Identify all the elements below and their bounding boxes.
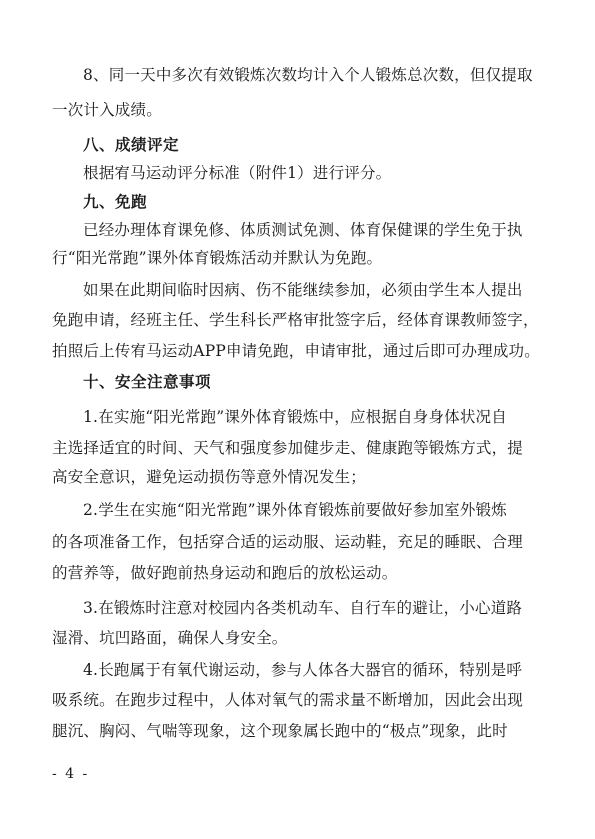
text-line: 已经办理体育课免修、体质测试免测、体育保健课的学生免于执 [83, 221, 523, 239]
text-line: 1.在实施“阳光常跑”课外体育锻炼中，应根据自身身体状况自 [83, 408, 507, 426]
text-line: 3.在锻炼时注意对校园内各类机动车、自行车的避让，小心道路 [83, 599, 523, 617]
text-line: 湿滑、坑凹路面，确保人身安全。 [52, 629, 288, 647]
text-line: 的营养等，做好跑前热身运动和跑后的放松运动。 [52, 564, 398, 582]
text-line: 腿沉、胸闷、气喘等现象，这个现象属长跑中的“极点”现象，此时 [52, 722, 508, 740]
text-line: 免跑申请，经班主任、学生科长严格审批签字后，经体育课教师签字， [52, 311, 539, 329]
text-line: 高安全意识，避免运动损伤等意外情况发生； [52, 468, 367, 486]
text-line: 拍照后上传宥马运动APP申请免跑，申请审批，通过后即可办理成功。 [52, 342, 540, 360]
section-heading-10: 十、安全注意事项 [83, 373, 212, 391]
text-line: 4.长跑属于有氧代谢运动，参与人体各大器官的循环，特别是呼 [83, 661, 523, 679]
page-number: - 4 - [52, 766, 90, 782]
text-line: 主选择适宜的时间、天气和强度参加健步走、健康跑等锻炼方式，提 [52, 439, 524, 457]
text-line: 行“阳光常跑”课外体育锻炼活动并默认为免跑。 [52, 249, 383, 267]
text-line: 根据宥马运动评分标准（附件1）进行评分。 [83, 164, 392, 182]
text-line: 如果在此期间临时因病、伤不能继续参加，必须由学生本人提出 [83, 281, 523, 299]
section-heading-9: 九、免跑 [83, 193, 148, 211]
text-line: 吸系统。在跑步过程中，人体对氧气的需求量不断增加，因此会出现 [52, 691, 524, 709]
text-line: 8、同一天中多次有效锻炼次数均计入个人锻炼总次数，但仅提取 [83, 66, 533, 84]
section-heading-8: 八、成绩评定 [83, 136, 180, 154]
text-line: 一次计入成绩。 [52, 101, 162, 119]
text-line: 的各项准备工作，包括穿合适的运动服、运动鞋，充足的睡眠、合理 [52, 533, 524, 551]
text-line: 2.学生在实施“阳光常跑”课外体育锻炼前要做好参加室外锻炼 [83, 501, 507, 519]
